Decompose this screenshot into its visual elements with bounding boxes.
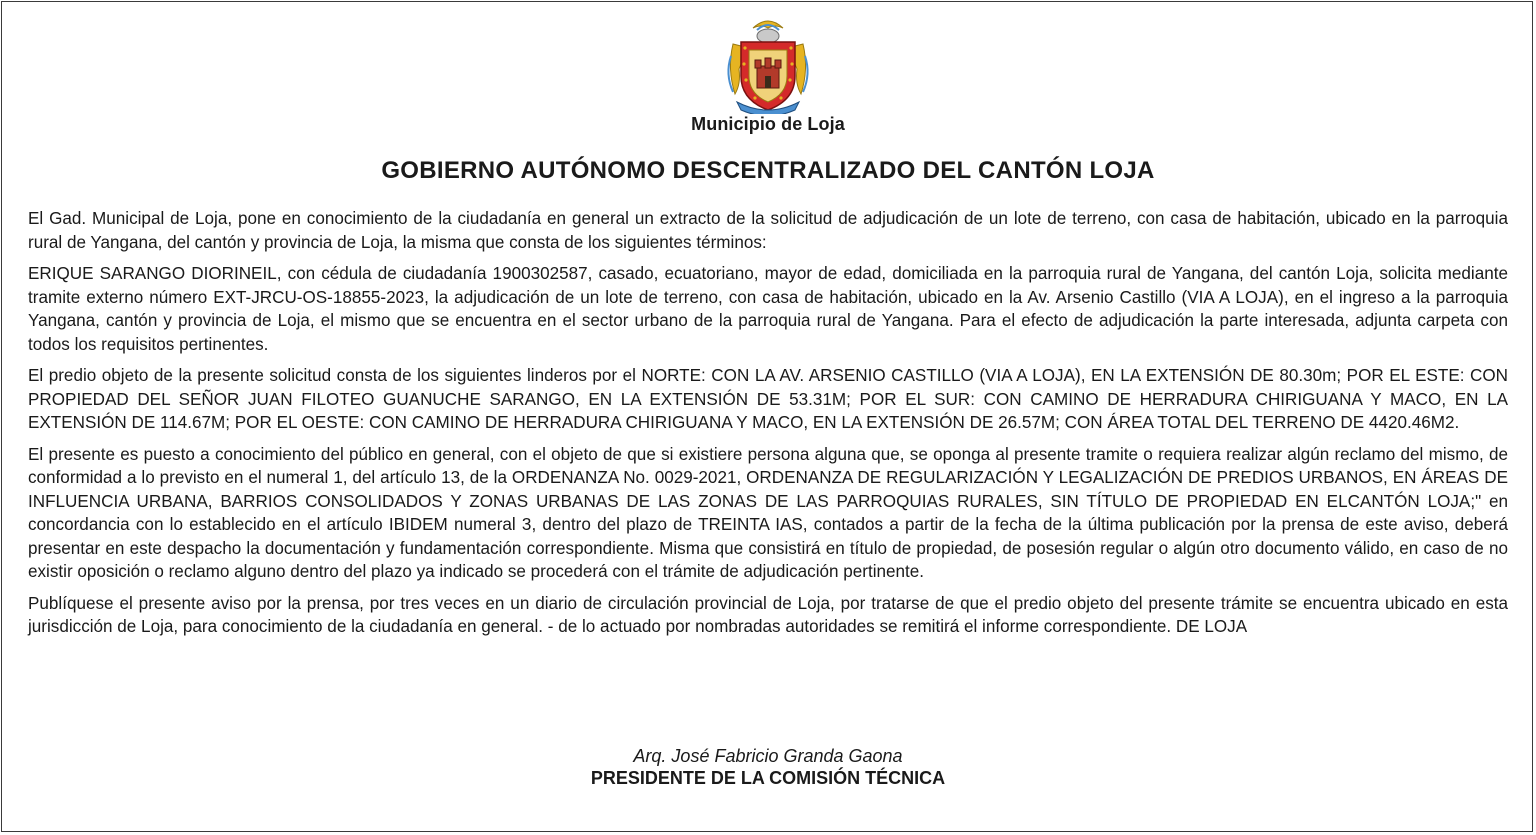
paragraph: Publíquese el presente aviso por la prensa, por tres veces en un diario de circulación provincial de Loja, por tratarse de que el predio objeto del presente trámite se encuentra ubicado en esta jurisdicción de Loja, para conocimiento de la ciudadanía en general. - de lo actuado por nombradas autoridades se remitirá el informe correspondiente. DE LOJA: [28, 593, 1508, 636]
coat-of-arms-icon: [723, 14, 813, 114]
paragraph: El Gad. Municipal de Loja, pone en conocimiento de la ciudadanía en general un extracto de la solicitud de adjudicación de un lote de terreno, con casa de habitación, ubicado en la parroquia rural de Yangana, del cantón y provincia de Loja, la misma que consta de los siguientes términos:: [28, 209, 1508, 252]
signer-name: Arq. José Fabricio Granda Gaona: [633, 746, 903, 766]
page-title: GOBIERNO AUTÓNOMO DESCENTRALIZADO DEL CANTÓN LOJA: [381, 157, 1155, 184]
signer-title: PRESIDENTE DE LA COMISIÓN TÉCNICA: [590, 768, 946, 788]
paragraph: El predio objeto de la presente solicitud consta de los siguientes linderos por el NORTE: CON LA AV. ARSENIO CASTILLO (VIA A LOJA), EN LA EXTENSIÓN DE 80.30m; POR EL ESTE: CON PROPIEDAD DEL SEÑOR JUAN FILOTEO GUANUCHE SARANGO, EN LA EXTENSIÓN DE 53.31M; POR EL SUR: CON CAMINO DE HERRADURA CHIRIGUANA Y MACO, EN LA EXTENSIÓN DE 114.67M; POR EL OESTE: CON CAMINO DE HERRADURA CHIRIGUANA Y MACO, EN LA EXTENSIÓN DE 26.57M; CON ÁREA TOTAL DEL TERRENO DE 4420.46M2.: [28, 366, 1508, 432]
paragraph: El presente es puesto a conocimiento del público en general, con el objeto de que si existiere persona alguna que, se oponga al presente tramite o requiera realizar algún reclamo del mismo, de conformidad a lo previsto en el numeral 1, del artículo 13, de la ORDENANZA No. 0029-2021, ORDENANZA DE REGULARIZACIÓN Y LEGALIZACIÓN DE PREDIOS URBANOS, EN ÁREAS DE INFLUENCIA URBANA, BARRIOS CONSOLIDADOS Y ZONAS URBANAS DE LAS ZONAS DE LAS PARROQUIAS RURALES, SIN TÍTULO DE PROPIEDAD EN ELCANTÓN LOJA;" en concordancia con lo establecido en el artículo IBIDEM numeral 3, dentro del plazo de TREINTA IAS, contados a partir de la fecha de la última publicación por la prensa de este aviso, deberá presentar en este despacho la documentación y fundamentación correspondiente. Misma que consistirá en título de propiedad, de posesión regular o algún otro documento válido, en caso de no existir oposición o reclamo alguno dentro del plazo ya indicado se procederá con el trámite de adjudicación pertinente.: [28, 444, 1508, 581]
organization-name: Municipio de Loja: [691, 114, 845, 134]
signature-block: [0, 745, 1536, 789]
notice-body: [28, 207, 1508, 647]
paragraph: ERIQUE SARANGO DIORINEIL, con cédula de ciudadanía 1900302587, casado, ecuatoriano, mayor de edad, domiciliada en la parroquia rural de Yangana, del cantón Loja, solicita mediante tramite externo número EXT-JRCU-OS-18855-2023, la adjudicación de un lote de terreno, con casa de habitación, ubicado en la Av. Arsenio Castillo (VIA A LOJA), en el ingreso a la parroquia Yangana, cantón y provincia de Loja, el mismo que se encuentra en el sector urbano de la parroquia rural de Yangana. Para el efecto de adjudicación la parte interesada, adjunta carpeta con todos los requisitos pertinentes.: [28, 264, 1508, 354]
